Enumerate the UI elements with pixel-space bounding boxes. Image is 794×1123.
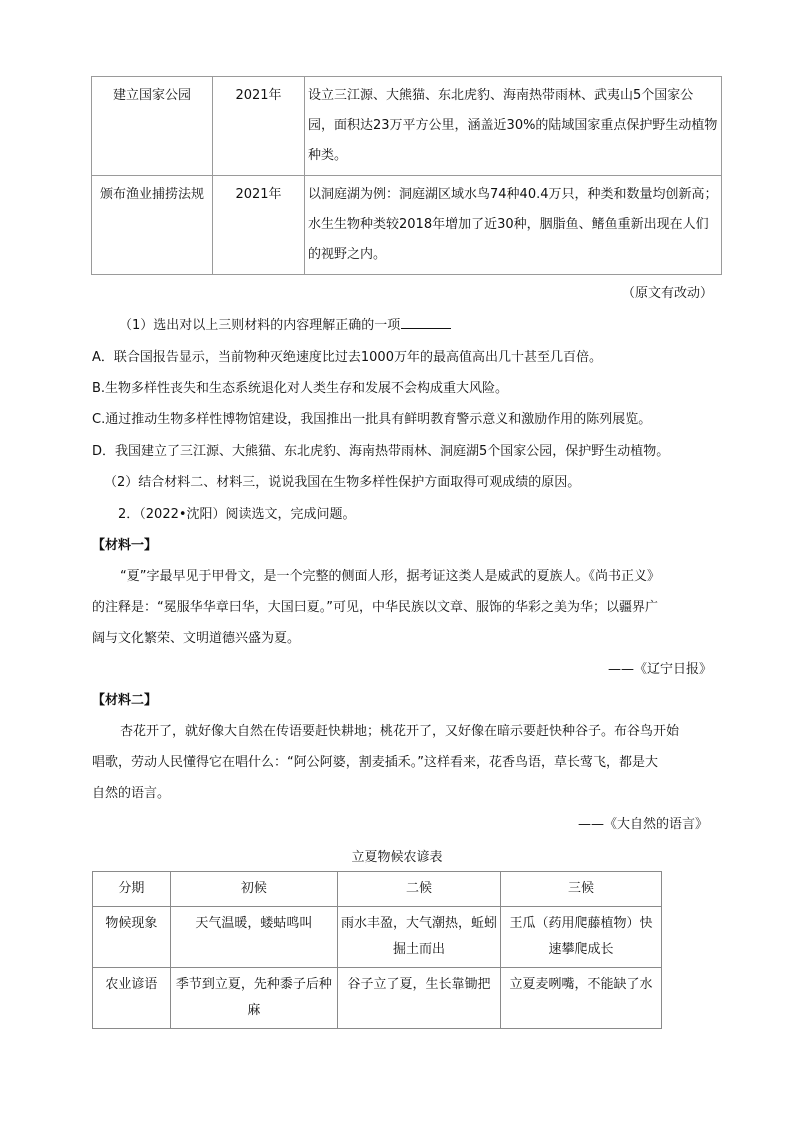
table-cell: 天气温暖，蝼蛄鸣叫 [170, 907, 337, 968]
table-header-row [93, 872, 662, 907]
material-2-line: 唱歌，劳动人民懂得它在唱什么：“阿公阿婆，割麦插禾。”这样看来，花香鸟语，草长莺飞，都是大 [92, 755, 658, 770]
table-row [92, 176, 722, 275]
table-cell-content: 以洞庭湖为例：洞庭湖区域水鸟74种40.4万只，种类和数量均创新高；水生生物种类较2018年增加了近30种，胭脂鱼、鳍鱼重新出现在人们的视野之内。 [305, 176, 722, 275]
material-1-line: “夏”字最早见于甲骨文，是一个完整的侧面人形，据考证这类人是威武的夏族人。《尚书正义》 [120, 569, 660, 584]
question-2-prompt: （2）结合材料二、材料三，说说我国在生物多样性保护方面取得可观成绩的原因。 [104, 475, 581, 490]
table-cell-year: 2021年 [213, 77, 305, 176]
table-cell: 谷子立了夏，生长靠锄把 [338, 968, 501, 1029]
table-row-label: 农业谚语 [93, 968, 171, 1029]
table-cell-content: 设立三江源、大熊猫、东北虎豹、海南热带雨林、武夷山5个国家公园，面积达23万平方公里，涵盖近30%的陆域国家重点保护野生动植物种类。 [305, 77, 722, 176]
table-cell: 季节到立夏，先种黍子后种麻 [170, 968, 337, 1029]
material-2-source: ——《大自然的语言》 [578, 817, 709, 832]
table-cell-measure: 建立国家公园 [92, 77, 213, 176]
table-header-cell: 分期 [93, 872, 171, 907]
table-cell-year: 2021年 [213, 176, 305, 275]
option-b: B.生物多样性丧失和生态系统退化对人类生存和发展不会构成重大风险。 [92, 381, 509, 396]
question-1-text: （1）选出对以上三则材料的内容理解正确的一项 [119, 318, 401, 333]
table-cell: 雨水丰盈，大气潮热，蚯蚓掘土而出 [338, 907, 501, 968]
table-row [93, 968, 662, 1029]
conservation-table [91, 76, 722, 275]
source-note: （原文有改动） [622, 286, 714, 301]
question-number-2: 2．（2022•沈阳）阅读选文，完成问题。 [118, 507, 356, 522]
table-cell-measure: 颁布渔业捕捞法规 [92, 176, 213, 275]
table-header-cell: 初候 [170, 872, 337, 907]
material-1-source: ——《辽宁日报》 [608, 662, 713, 677]
option-a: A．联合国报告显示，当前物种灭绝速度比过去1000万年的最高值高出几十甚至几百倍。 [92, 350, 602, 365]
material-2-line: 自然的语言。 [92, 786, 171, 801]
table-cell: 王瓜（药用爬藤植物）快速攀爬成长 [501, 907, 662, 968]
answer-blank[interactable] [401, 316, 451, 329]
table-header-cell: 三候 [501, 872, 662, 907]
table-header-cell: 二候 [338, 872, 501, 907]
table-row-label: 物候现象 [93, 907, 171, 968]
material-1-heading: 【材料一】 [92, 538, 158, 553]
option-d: D．我国建立了三江源、大熊猫、东北虎豹、海南热带雨林、洞庭湖5个国家公园，保护野生动植物。 [92, 444, 670, 459]
material-1-line: 阔与文化繁荣、文明道德兴盛为夏。 [92, 631, 301, 646]
option-c: C.通过推动生物多样性博物馆建设，我国推出一批具有鲜明教育警示意义和激励作用的陈列展览。 [92, 412, 652, 427]
material-1-line: 的注释是：“冕服华华章曰华，大国曰夏。”可见，中华民族以文章、服饰的华彩之美为华；以疆界广 [92, 600, 658, 615]
table-caption: 立夏物候农谚表 [351, 850, 443, 865]
table-row [92, 77, 722, 176]
material-2-heading: 【材料二】 [92, 693, 158, 708]
material-2-line: 杏花开了，就好像大自然在传语要赶快耕地；桃花开了，又好像在暗示要赶快种谷子。布谷鸟开始 [120, 724, 680, 739]
table-cell: 立夏麦咧嘴，不能缺了水 [501, 968, 662, 1029]
question-1 [119, 316, 451, 336]
table-row [93, 907, 662, 968]
phenology-proverb-table [92, 871, 662, 1029]
